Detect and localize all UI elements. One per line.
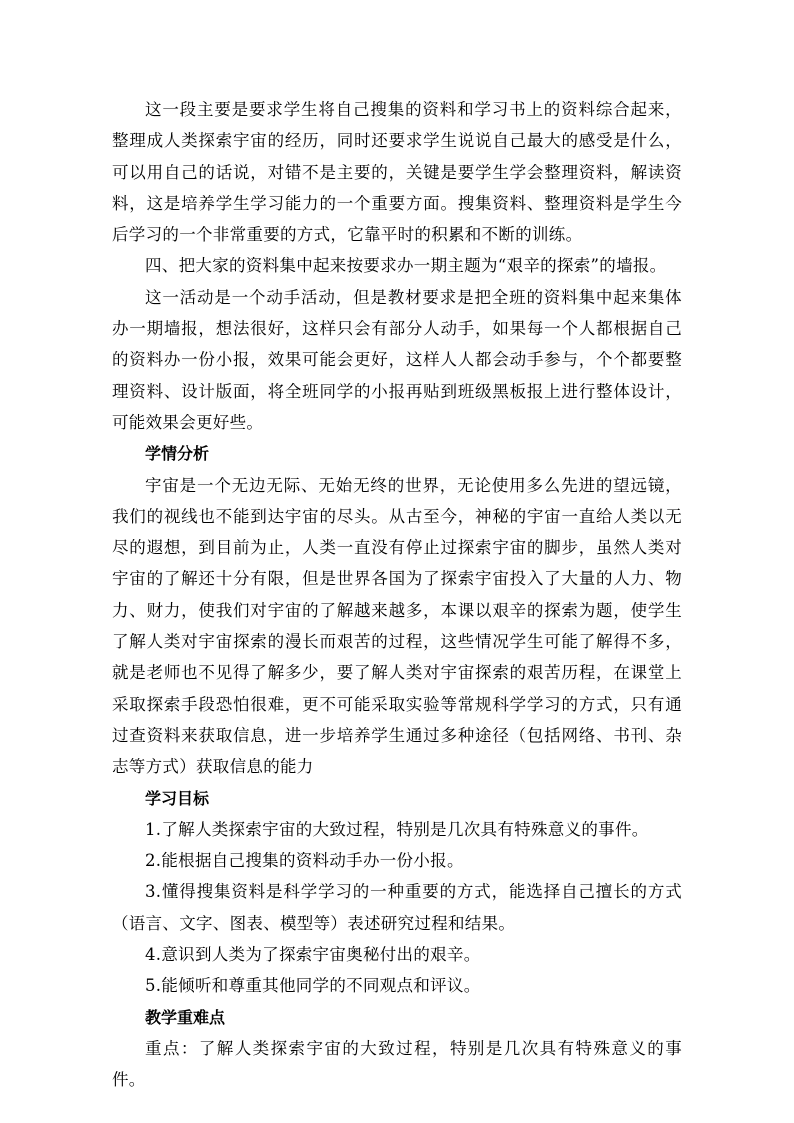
goal-item: 2.能根据自己搜集的资料动手办一份小报。 — [145, 851, 464, 871]
goal-item: 1.了解人类探索宇宙的大致过程，特别是几次具有特殊意义的事件。 — [145, 819, 649, 839]
document-page — [112, 94, 682, 1096]
heading-student-analysis: 学情分析 — [145, 444, 210, 464]
goal-item: 4.意识到人类为了探索宇宙奥秘付出的艰辛。 — [145, 945, 481, 965]
key-point-item: 重点：了解人类探索宇宙的大致过程，特别是几次具有特殊意义的事件。 — [112, 1038, 682, 1090]
heading-key-points: 教学重难点 — [145, 1007, 226, 1027]
body-paragraph: 宇宙是一个无边无际、无始无终的世界，无论使用多么先进的望远镜，我们的视线也不能到达宇宙的尽头。从古至今，神秘的宇宙一直给人类以无尽的遐想，到目前为止，人类一直没有停止过探索宇宙的脚步，虽然人类对宇宙的了解还十分有限，但是世界各国为了探索宇宙投入了大量的人力、物力、财力，使我们对宇宙的了解越来越多，本课以艰辛的探索为题，使学生了解人类对宇宙探索的漫长而艰苦的过程，这些情况学生可能了解得不多，就是老师也不见得了解多少，要了解人类对宇宙探索的艰苦历程，在课堂上采取探索手段恐怕很难，更不可能采取实验等常规科学学习的方式，只有通过查资料来获取信息，进一步培养学生通过多种途径（包括网络、书刊、杂志等方式）获取信息的能力 — [112, 475, 682, 777]
heading-learning-goals: 学习目标 — [145, 788, 210, 808]
section-item-four: 四、把大家的资料集中起来按要求办一期主题为“艰辛的探索”的墙报。 — [145, 256, 667, 276]
body-paragraph: 这一活动是一个动手活动，但是教材要求是把全班的资料集中起来集体办一期墙报，想法很好，这样只会有部分人动手，如果每一个人都根据自己的资料办一份小报，效果可能会更好，这样人人都会动手参与，个个都要整理资料、设计版面，将全班同学的小报再贴到班级黑板报上进行整体设计，可能效果会更好些。 — [112, 287, 682, 432]
goal-item: 3.懂得搜集资料是科学学习的一种重要的方式，能选择自己擅长的方式（语言、文字、图表、模型等）表述研究过程和结果。 — [112, 882, 682, 933]
goal-item: 5.能倾听和尊重其他同学的不同观点和评议。 — [145, 976, 481, 996]
body-paragraph: 这一段主要是要求学生将自己搜集的资料和学习书上的资料综合起来，整理成人类探索宇宙的经历，同时还要求学生说说自己最大的感受是什么，可以用自己的话说，对错不是主要的，关键是要学生学会整理资料，解读资料，这是培养学生学习能力的一个重要方面。搜集资料、整理资料是学生今后学习的一个非常重要的方式，它靠平时的积累和不断的训练。 — [112, 100, 682, 245]
